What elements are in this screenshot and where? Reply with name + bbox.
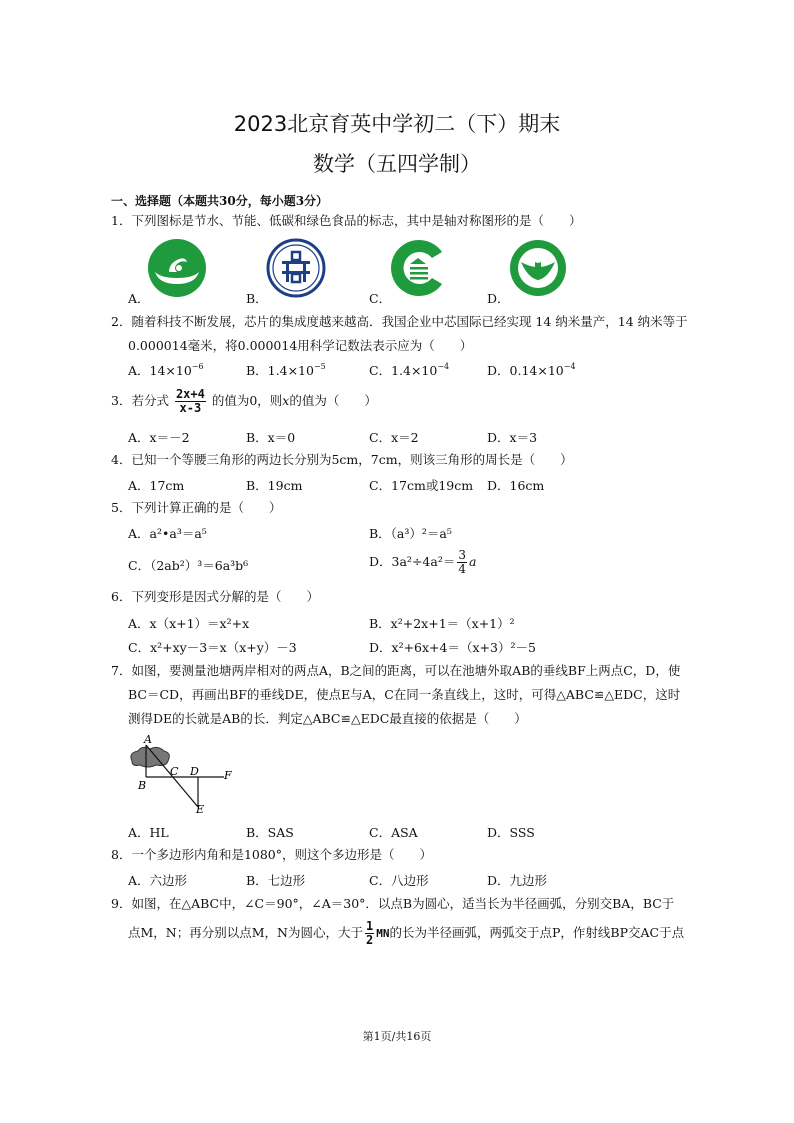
- q1-label-c: C．: [369, 291, 392, 306]
- question-7-line1: 7．如图，要测量池塘两岸相对的两点A，B之间的距离，可以在池塘外取AB的垂线BF上两点C，D，使: [111, 663, 681, 678]
- q3-option-d: D．x＝3: [487, 430, 538, 445]
- question-2-line2: 0.000014毫米，将0.000014用科学记数法表示应为（ ）: [128, 338, 473, 353]
- fig-label-b: B: [138, 779, 147, 792]
- question-2-line1: 2．随着科技不断发展，芯片的集成度越来越高．我国企业中芯国际已经实现 14 纳米量产，14 纳米等于: [111, 314, 688, 329]
- q5-option-b: B．（a³）²＝a⁵: [369, 526, 452, 541]
- q8-option-a: A．六边形: [128, 873, 188, 888]
- q4-option-a: A．17cm: [128, 478, 185, 493]
- fig-label-f: F: [224, 769, 232, 782]
- fig-label-d: D: [190, 765, 199, 778]
- low-carbon-icon: [390, 238, 450, 298]
- fig-label-c: C: [170, 765, 179, 778]
- page-number: 第1页/共16页: [362, 1030, 432, 1043]
- q4-option-d: D．16cm: [487, 478, 545, 493]
- energy-saving-icon: [266, 238, 326, 298]
- q6-option-d: D．x²+6x+4＝（x+3）²－5: [369, 640, 536, 655]
- question-6-stem: 6．下列变形是因式分解的是（ ）: [111, 589, 319, 604]
- water-saving-icon: [147, 238, 207, 298]
- page-title: 2023北京育英中学初二（下）期末: [233, 112, 561, 136]
- section-heading: 一、选择题（本题共30分，每小题3分）: [111, 194, 329, 208]
- q4-option-b: B．19cm: [246, 478, 303, 493]
- pond-measurement-figure: [126, 735, 236, 815]
- fig-label-a: A: [144, 735, 152, 746]
- q6-option-c: C．x²+xy－3＝x（x+y）－3: [128, 640, 297, 655]
- q8-option-b: B．七边形: [246, 873, 306, 888]
- question-5-stem: 5．下列计算正确的是（ ）: [111, 500, 282, 515]
- q7-option-d: D．SSS: [487, 825, 535, 840]
- q5-option-c: C．（2ab²）³＝6a³b⁶: [128, 558, 249, 573]
- q3-option-a: A．x＝－2: [128, 430, 190, 445]
- q5-option-a: A．a²•a³＝a⁵: [128, 526, 207, 541]
- q7-option-c: C．ASA: [369, 825, 418, 840]
- q6-option-a: A．x（x+1）＝x²+x: [128, 616, 250, 631]
- q3-option-c: C．x＝2: [369, 430, 419, 445]
- q6-option-b: B．x²+2x+1＝（x+1）²: [369, 616, 515, 631]
- question-9-line1: 9．如图，在△ABC中，∠C＝90°，∠A＝30°．以点B为圆心，适当长为半径画弧，分别交BA，BC于: [111, 896, 675, 911]
- q8-option-c: C．八边形: [369, 873, 429, 888]
- q7-option-a: A．HL: [128, 825, 169, 840]
- question-8-stem: 8．一个多边形内角和是1080°，则这个多边形是（ ）: [111, 847, 433, 862]
- question-3-stem: 3．若分式 $\frac{2x+4}{x-3}$ 的值为0，则x的值为（ ）: [111, 387, 377, 415]
- question-4-stem: 4．已知一个等腰三角形的两边长分别为5cm，7cm，则该三角形的周长是（ ）: [111, 452, 573, 467]
- q1-label-a: A．: [128, 291, 150, 306]
- q7-option-b: B．SAS: [246, 825, 294, 840]
- question-9-line2: 点M，N；再分别以点M，N为圆心，大于 $\frac{1}{2}$ MN的长为半径画弧，两弧交于点P，作射线BP交AC于点: [128, 919, 685, 947]
- q5-option-d: D．3a²÷4a²＝ $\frac{3}{4}$ a: [369, 548, 477, 576]
- q8-option-d: D．九边形: [487, 873, 548, 888]
- question-1-stem: 1．下列图标是节水、节能、低碳和绿色食品的标志，其中是轴对称图形的是（ ）: [111, 213, 582, 228]
- question-7-line3: 测得DE的长就是AB的长．判定△ABC≌△EDC最直接的依据是（ ）: [128, 711, 527, 726]
- q3-fraction: $\frac{2x+4}{x-3}$: [175, 387, 205, 415]
- q2-option-d: D．$0.14\times 10^{-4}$: [487, 362, 576, 378]
- q2-option-c: C．$1.4\times 10^{-4}$: [369, 362, 450, 378]
- q4-option-c: C．17cm或19cm: [369, 478, 474, 493]
- fig-label-e: E: [196, 803, 205, 815]
- q1-label-b: B．: [246, 291, 268, 306]
- question-7-line2: BC＝CD，再画出BF的垂线DE，使点E与A，C在同一条直线上，这时，可得△ABC≌△EDC，这时: [128, 687, 681, 702]
- q2-option-a: A．$14\times 10^{-6}$: [128, 362, 204, 378]
- q2-option-b: B．$1.4\times 10^{-5}$: [246, 362, 326, 378]
- page-subtitle: 数学（五四学制）: [313, 152, 481, 176]
- q1-label-d: D．: [487, 291, 510, 306]
- green-food-icon: [508, 238, 568, 298]
- q3-option-b: B．x＝0: [246, 430, 296, 445]
